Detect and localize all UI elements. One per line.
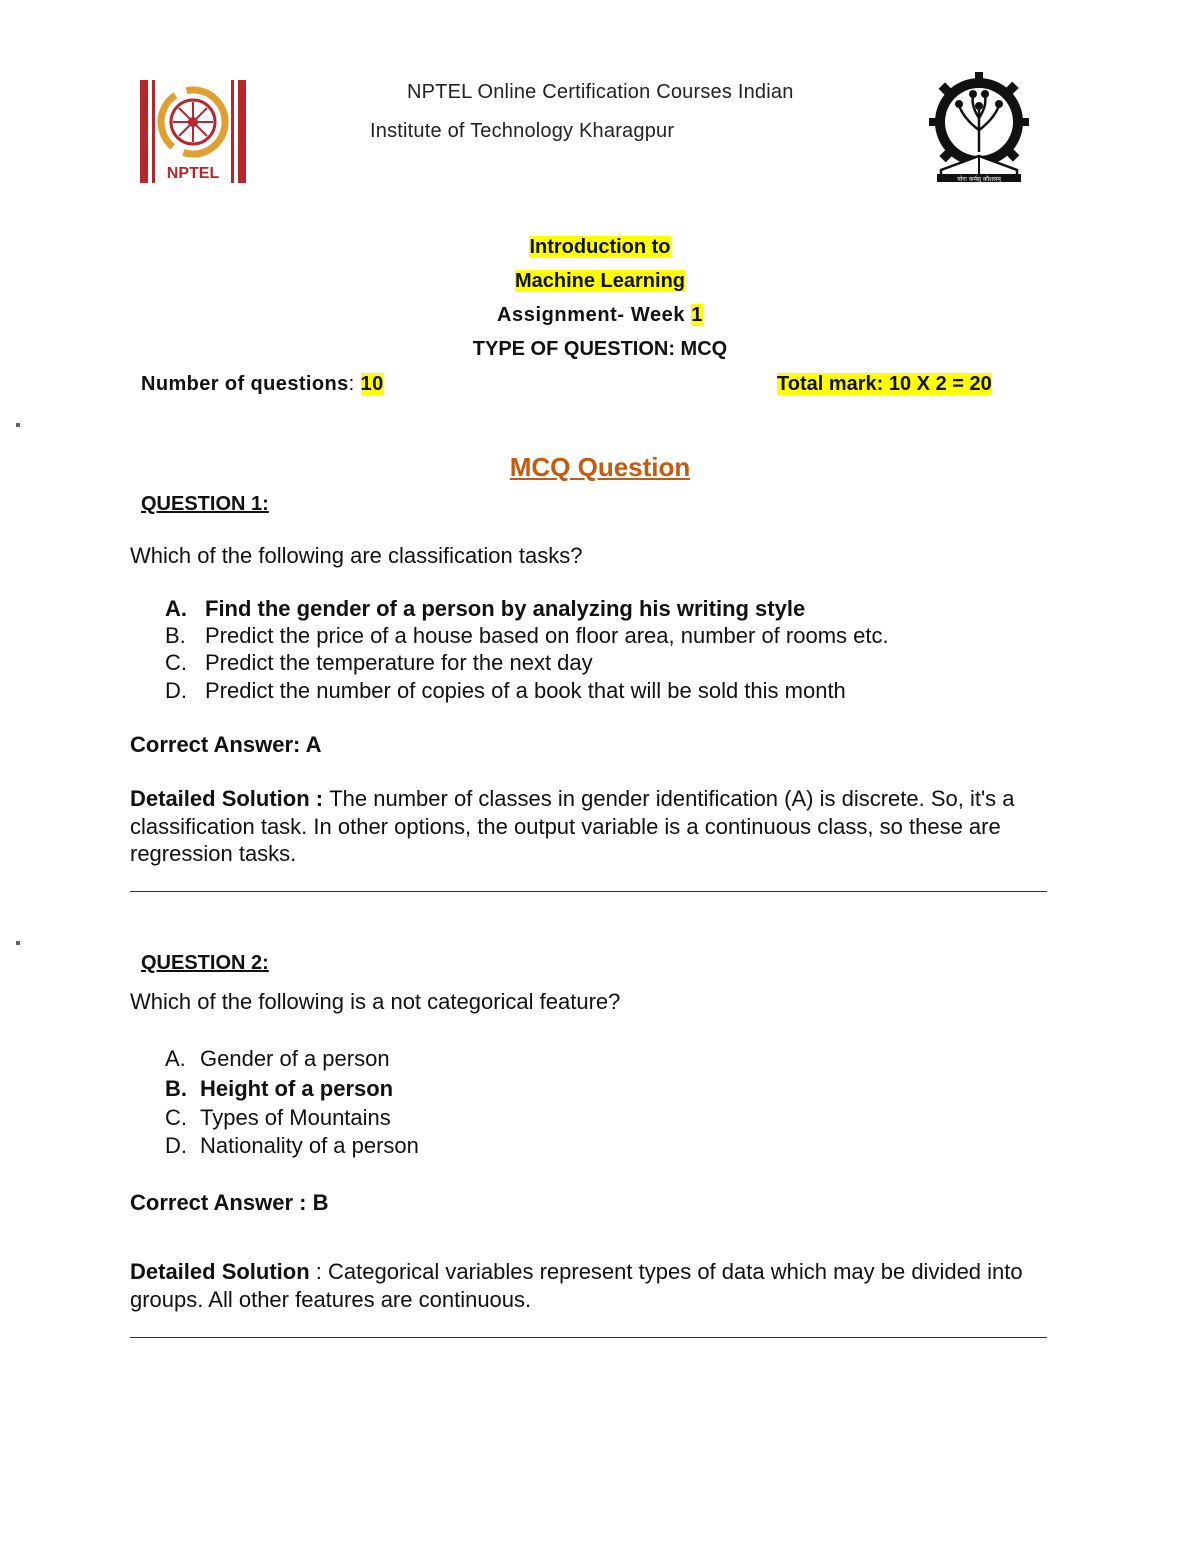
question-2-heading: QUESTION 2:	[141, 952, 269, 974]
question-2-correct-answer: Correct Answer : B	[130, 1190, 329, 1215]
iit-logo-motto: योगः कर्मसु कौशलम्	[957, 176, 1001, 183]
margin-mark	[16, 941, 20, 945]
number-of-questions-label: Number of questions	[141, 373, 349, 395]
question-1-correct-answer: Correct Answer: A	[130, 732, 322, 757]
solution-text: The number of classes in gender identification (A) is discrete. So, it's a classification task. In other options, the output variable is a continuous class, so these are regression tasks.	[130, 786, 1015, 866]
question-1-text: Which of the following are classification tasks?	[130, 543, 583, 568]
question-2-option-d	[165, 1133, 419, 1159]
number-of-questions	[141, 373, 384, 396]
week-number: 1	[691, 304, 704, 326]
margin-mark	[16, 423, 20, 427]
nptel-logo	[140, 80, 246, 183]
option-letter: A.	[165, 1046, 186, 1071]
option-text: Find the gender of a person by analyzing his writing style	[205, 596, 806, 621]
course-title-line-1-text: Introduction to	[529, 236, 671, 258]
option-letter: A.	[165, 596, 187, 621]
question-2-option-a	[165, 1046, 390, 1072]
option-text: Nationality of a person	[200, 1133, 419, 1158]
option-text: Types of Mountains	[200, 1105, 391, 1130]
option-text: Height of a person	[200, 1076, 394, 1101]
question-2-option-c	[165, 1105, 391, 1131]
question-1-heading: QUESTION 1:	[141, 493, 269, 515]
option-letter: C.	[165, 1105, 187, 1130]
number-of-questions-sep: :	[348, 373, 361, 395]
course-title-line-2-text: Machine Learning	[514, 270, 686, 292]
option-text: Predict the number of copies of a book that will be sold this month	[205, 678, 846, 703]
question-2-solution	[130, 1258, 1065, 1313]
question-1-option-c	[165, 650, 593, 676]
number-of-questions-value: 10	[360, 373, 384, 395]
assignment-week	[0, 304, 1200, 327]
section-title: MCQ Question	[509, 452, 691, 482]
nptel-logo-text: NPTEL	[166, 165, 220, 182]
separator-line	[130, 891, 1047, 892]
header-line-1: NPTEL Online Certification Courses Indian	[407, 81, 794, 103]
course-title-line-2	[0, 270, 1200, 293]
total-mark	[777, 373, 992, 396]
question-1-option-b	[165, 623, 889, 649]
question-1-option-a	[165, 596, 805, 622]
separator-line	[130, 1337, 1047, 1338]
option-text: Predict the temperature for the next day	[205, 650, 593, 675]
option-letter: B.	[165, 1076, 187, 1101]
course-title-line-1	[0, 236, 1200, 259]
solution-text: : Categorical variables represent types of data which may be divided into groups. All other features are continuous.	[130, 1259, 1023, 1312]
option-letter: D.	[165, 1133, 187, 1158]
option-text: Predict the price of a house based on floor area, number of rooms etc.	[205, 623, 889, 648]
question-2-text: Which of the following is a not categorical feature?	[130, 989, 621, 1014]
header-line-2: Institute of Technology Kharagpur	[370, 120, 675, 142]
option-text: Gender of a person	[200, 1046, 390, 1071]
question-type: TYPE OF QUESTION: MCQ	[472, 338, 728, 360]
option-letter: B.	[165, 623, 186, 648]
assignment-prefix: Assignment- Week	[496, 304, 692, 326]
question-1-solution	[130, 785, 1065, 868]
iit-kharagpur-logo	[927, 70, 1031, 183]
solution-label: Detailed Solution	[130, 1259, 310, 1284]
option-letter: D.	[165, 678, 187, 703]
total-mark-text: Total mark: 10 X 2 = 20	[777, 373, 992, 395]
question-2-option-b	[165, 1076, 393, 1102]
question-1-option-d	[165, 678, 846, 704]
option-letter: C.	[165, 650, 187, 675]
solution-label: Detailed Solution :	[130, 786, 330, 811]
